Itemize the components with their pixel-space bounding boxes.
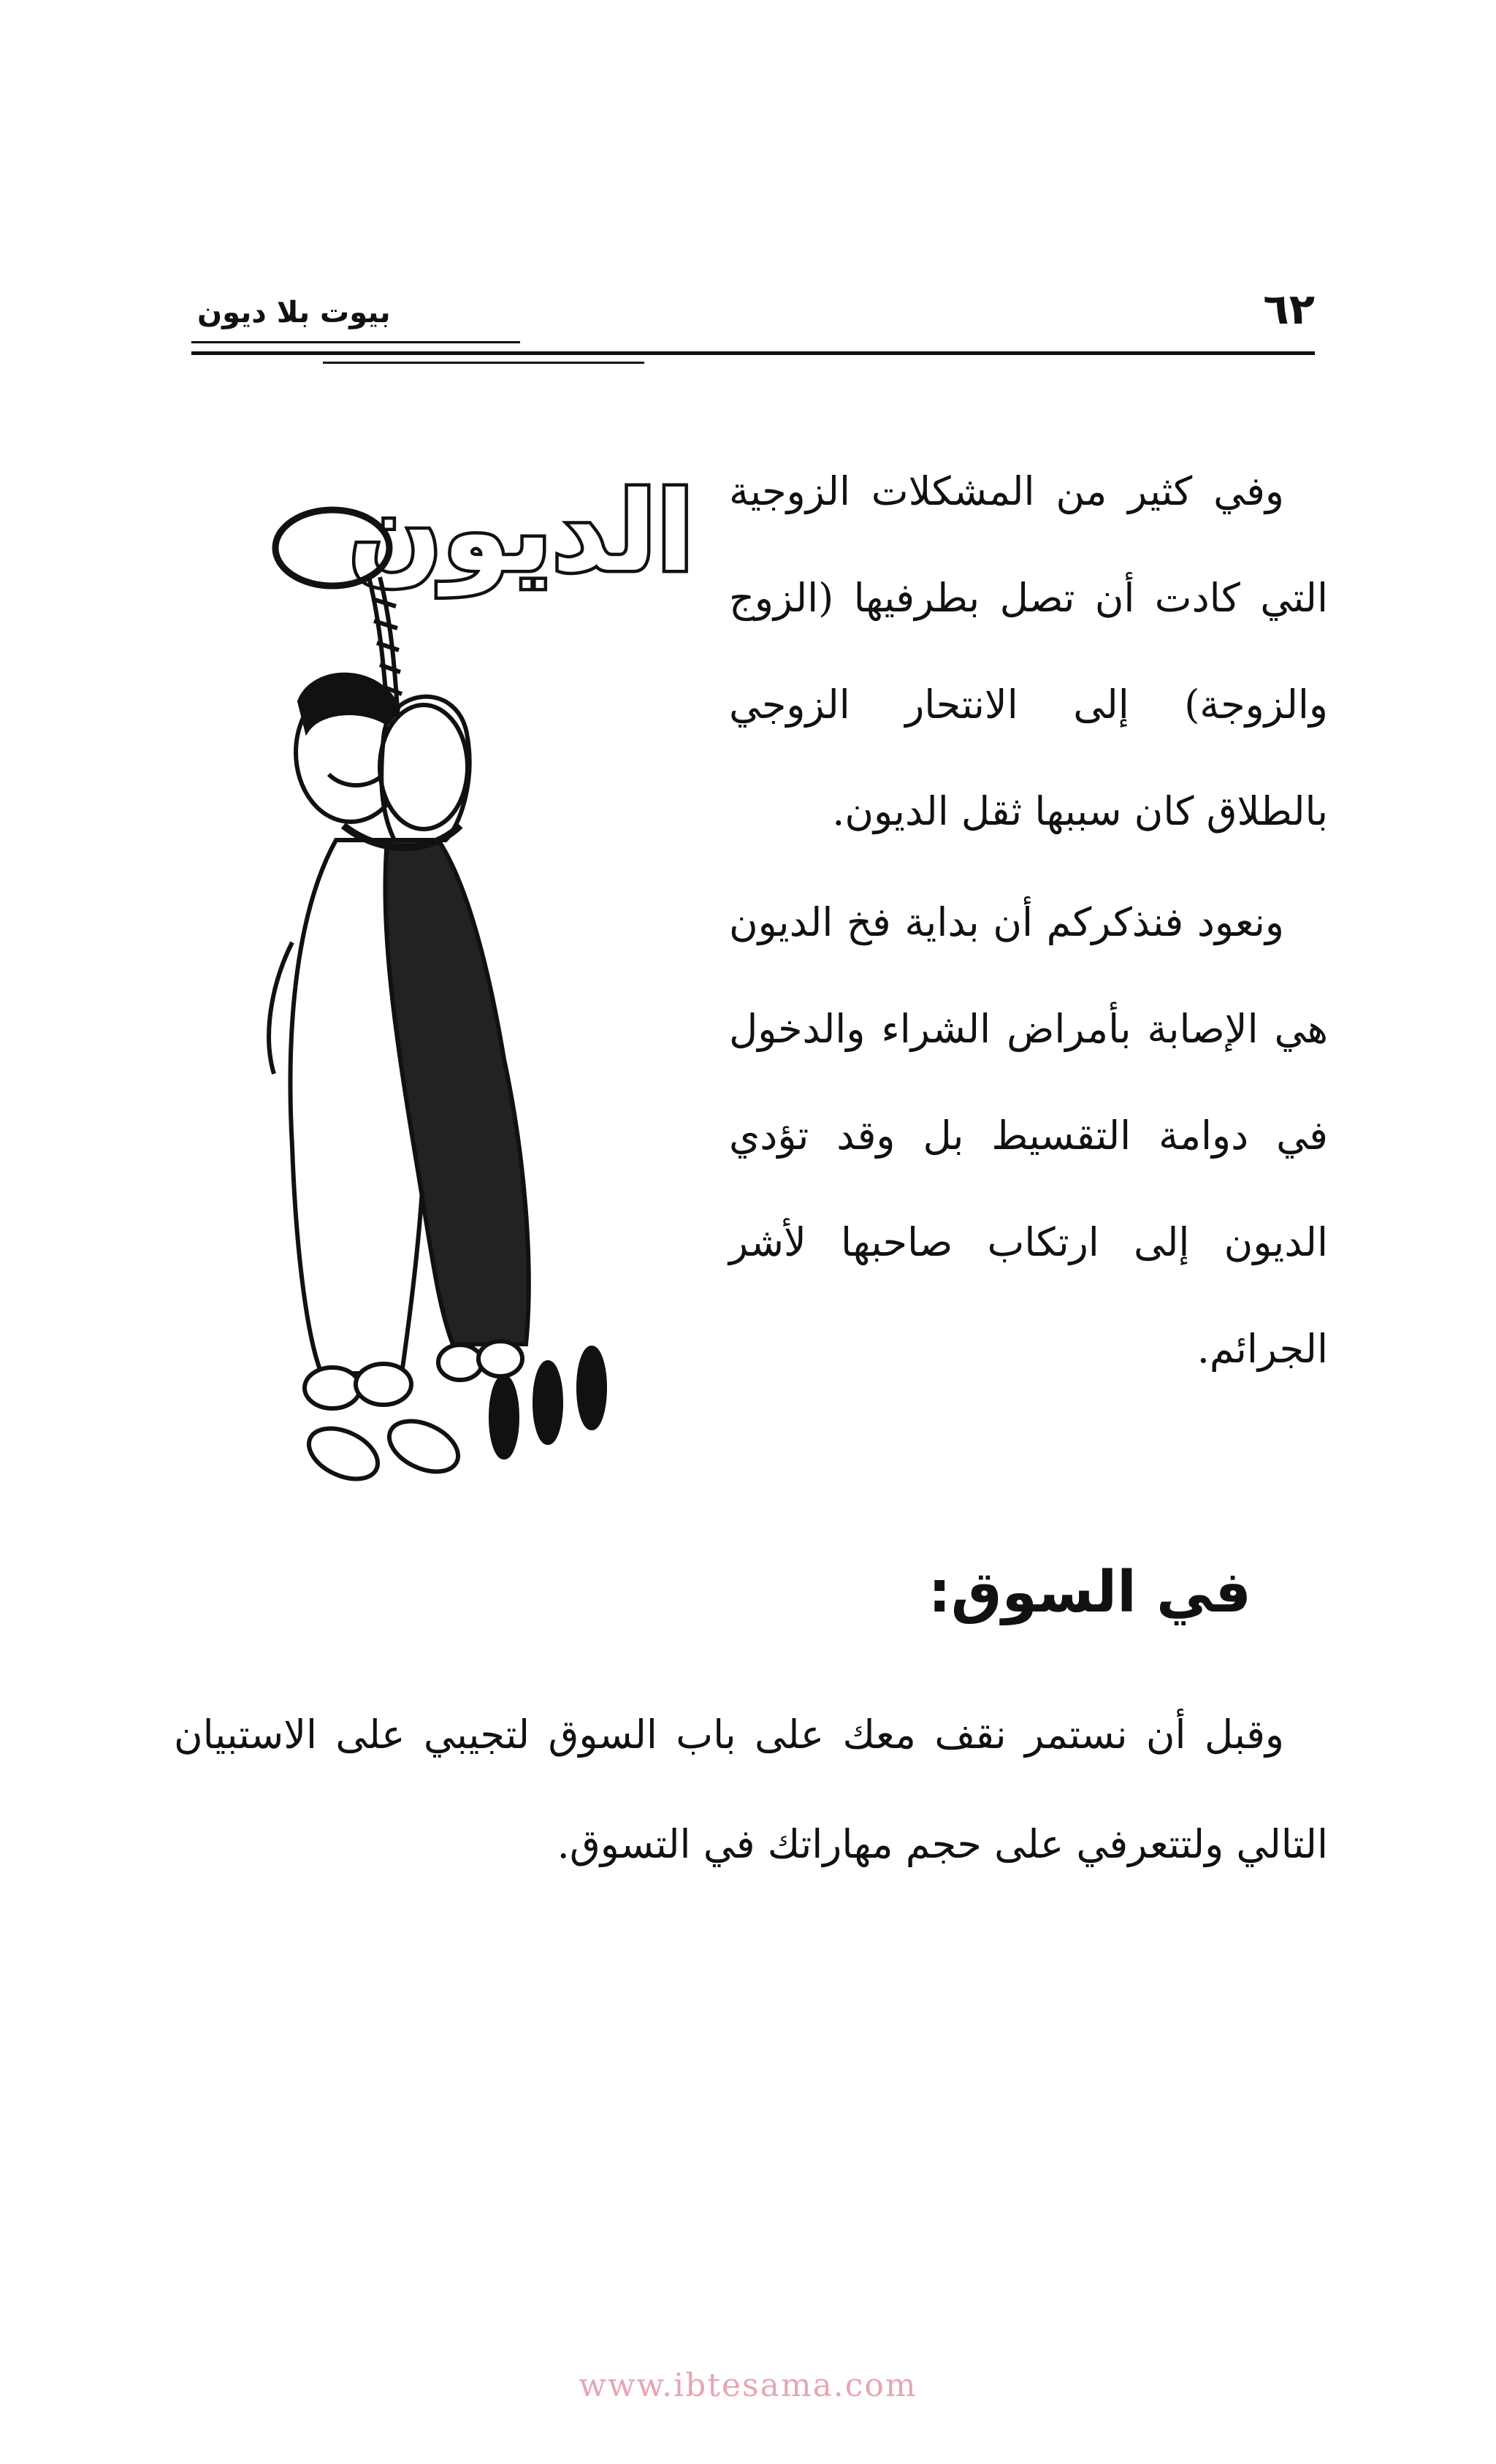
section-heading-market: في السوق: bbox=[928, 1560, 1251, 1625]
cartoon-title-text: الديون bbox=[348, 469, 694, 596]
debt-cartoon-illustration bbox=[241, 431, 709, 1498]
title-underline bbox=[191, 341, 520, 343]
paragraph-marital-problems: وفي كثير من المشكلات الزوجية التي كادت أن تصل بطرفيها (الزوج والزوجة) إلى الانتحار الزوجي بالطلاق كان سببها ثقل الديون. bbox=[729, 468, 1328, 834]
header-rule-short bbox=[323, 362, 644, 364]
running-title: بيوت بلا ديون bbox=[197, 296, 391, 329]
debt-cartoon-svg bbox=[241, 431, 709, 1498]
page-header bbox=[191, 281, 1315, 362]
paragraph-questionnaire-intro: وقبل أن نستمر نقف معك على باب السوق لتجيبي على الاستبيان التالي ولتتعرفي على حجم مهاراتك في التسوق. bbox=[174, 1712, 1328, 1867]
paragraph-debt-trap: ونعود فنذكركم أن بداية فخ الديون هي الإصابة بأمراض الشراء والدخول في دوامة التقسيط بل وقد تؤدي الديون إلى ارتكاب صاحبها لأشر الجرائم. bbox=[729, 899, 1328, 1372]
watermark: www.ibtesama.com bbox=[579, 2367, 917, 2404]
header-rule bbox=[191, 351, 1315, 355]
page-number: ٦٢ bbox=[1263, 284, 1315, 334]
